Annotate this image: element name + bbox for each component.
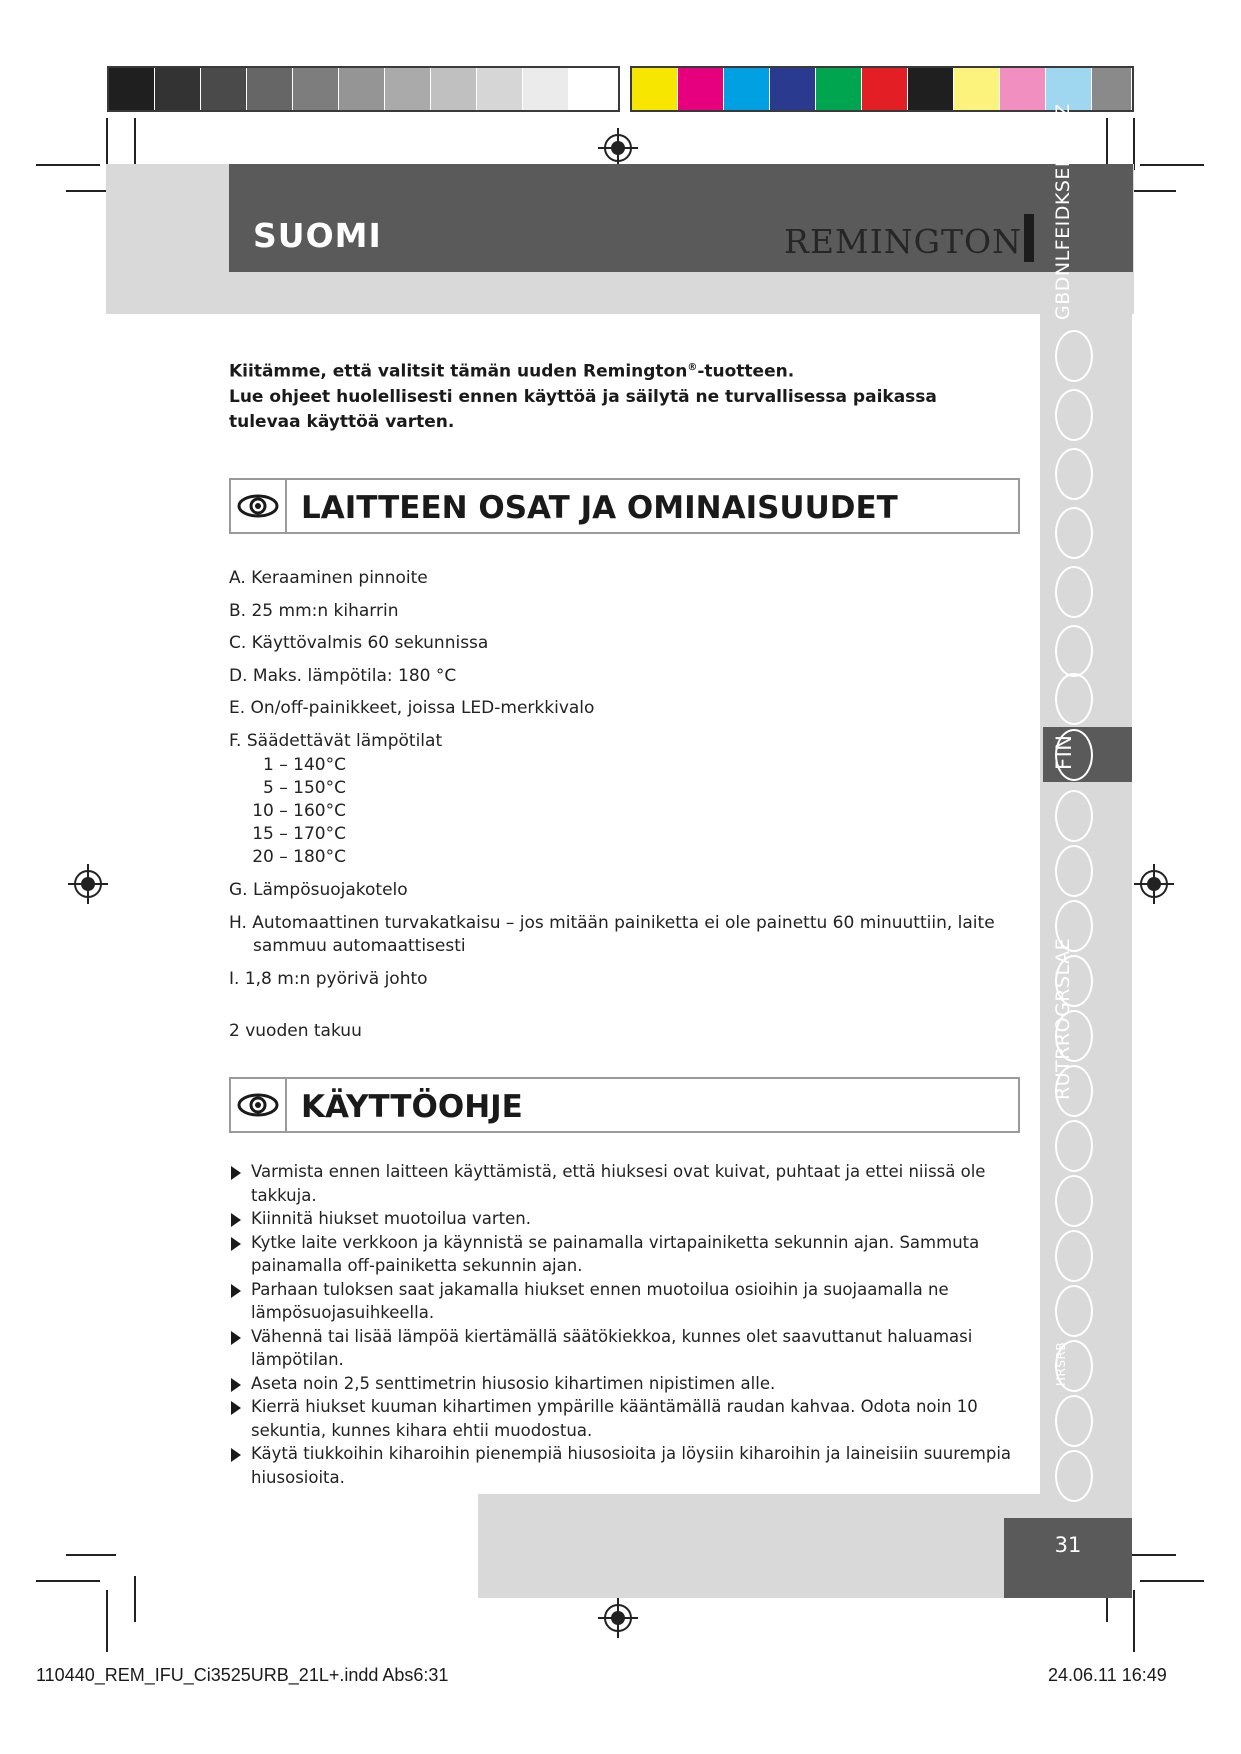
gray-swatch (477, 68, 523, 110)
feature-item: B. 25 mm:n kiharrin (229, 601, 399, 621)
temperature-list (252, 754, 346, 869)
gray-swatch (293, 68, 339, 110)
color-swatch (816, 68, 862, 110)
feature-item: A. Keraaminen pinnoite (229, 568, 428, 588)
temperature-setting: 5 – 150°C (263, 778, 346, 798)
instruction-text: Käytä tiukkoihin kiharoihin pienempiä hiusosioita ja löysiin kiharoihin ja laineisiin suurempia hiusosioita. (251, 1444, 1012, 1487)
page-title: SUOMI (253, 216, 382, 255)
temperature-setting: 10 – 160°C (252, 801, 346, 821)
language-tab-circle (1055, 330, 1093, 382)
bullet-arrow-icon (231, 1213, 241, 1227)
instruction-text: Vähennä tai lisää lämpöä kiertämällä säätökiekkoa, kunnes olet saavuttanut haluamasi lämpötilan. (251, 1326, 973, 1369)
language-tab-circle (1055, 1120, 1093, 1172)
gray-calibration-bar (107, 66, 620, 112)
registered-mark: ® (687, 362, 698, 373)
bullet-arrow-icon (231, 1331, 241, 1345)
color-swatch (678, 68, 724, 110)
instruction-item (229, 1442, 1029, 1489)
instruction-text: Varmista ennen laitteen käyttämistä, että hiuksesi ovat kuivat, puhtaat ja ettei niissä ole takkuja. (251, 1162, 986, 1205)
section-title-features: LAITTEEN OSAT JA OMINAISUUDET (301, 490, 898, 526)
gray-swatch (339, 68, 385, 110)
brand-logo-bar (1024, 214, 1034, 262)
language-tab-circle (1055, 1395, 1093, 1447)
language-tab-circle (1055, 673, 1093, 725)
registration-mark (598, 1598, 638, 1638)
language-tabs-lower: RUTRROGRSLAE (1052, 937, 1074, 1100)
bullet-arrow-icon (231, 1378, 241, 1392)
feature-item: D. Maks. lämpötila: 180 °C (229, 666, 457, 686)
bullet-arrow-icon (231, 1237, 241, 1251)
language-tabs-small: HRSRB (1054, 1341, 1068, 1386)
crop-mark (1133, 118, 1135, 170)
section-header-features (229, 478, 1020, 534)
color-swatch (632, 68, 678, 110)
language-tab-circle (1055, 1175, 1093, 1227)
language-tab-circle (1055, 729, 1093, 781)
color-swatch (862, 68, 908, 110)
instruction-text: Kytke laite verkkoon ja käynnistä se painamalla virtapainiketta sekunnin ajan. Sammuta painamalla off-painiketta sekunnin ajan. (251, 1232, 980, 1275)
eye-icon (231, 1079, 287, 1131)
instruction-text: Kiinnitä hiukset muotoilua varten. (251, 1209, 531, 1228)
crop-mark (106, 1590, 108, 1652)
crop-mark (134, 1576, 136, 1622)
temperature-setting: 20 – 180°C (252, 847, 346, 867)
gray-swatch (201, 68, 247, 110)
color-swatch (954, 68, 1000, 110)
gray-swatch (109, 68, 155, 110)
feature-item: H. Automaattinen turvakatkaisu – jos mitään painiketta ei ole painettu 60 minuuttiin, laite (229, 913, 995, 933)
gray-swatch (247, 68, 293, 110)
gray-swatch (431, 68, 477, 110)
usage-instructions (229, 1160, 1029, 1489)
color-swatch (1092, 68, 1132, 110)
feature-item: E. On/off-painikkeet, joissa LED-merkkivalo (229, 698, 595, 718)
language-tab-circle (1055, 507, 1093, 559)
language-tabs-top: GBDNLFEIDKSEPSKCZ (1052, 103, 1074, 320)
language-tab-circle (1055, 1450, 1093, 1502)
color-swatch (770, 68, 816, 110)
header-bar (229, 164, 1133, 272)
instruction-item (229, 1395, 1029, 1442)
bullet-arrow-icon (231, 1166, 241, 1180)
instruction-item (229, 1231, 1029, 1278)
warranty-text: 2 vuoden takuu (229, 1021, 362, 1041)
instruction-item (229, 1278, 1029, 1325)
eye-icon (231, 480, 287, 532)
crop-mark (36, 164, 100, 166)
feature-item: G. Lämpösuojakotelo (229, 880, 408, 900)
instruction-item (229, 1325, 1029, 1372)
intro-line-2: Lue ohjeet huolellisesti ennen käyttöä ja säilytä ne turvallisessa paikassa tulevaa käyttöä varten. (229, 386, 937, 432)
footer-file-info: 110440_REM_IFU_Ci3525URB_21L+.indd Abs6:31 (36, 1665, 449, 1685)
crop-mark (106, 118, 108, 170)
crop-mark (1133, 1590, 1135, 1652)
language-tab-circle (1055, 566, 1093, 618)
crop-mark (1126, 1554, 1176, 1556)
gray-swatch (523, 68, 569, 110)
registration-mark (1134, 864, 1174, 904)
crop-mark (134, 118, 136, 170)
language-tab-circle (1055, 625, 1093, 677)
intro-text (229, 355, 989, 435)
gray-swatch (385, 68, 431, 110)
section-title-usage: KÄYTTÖOHJE (301, 1089, 523, 1125)
registration-mark (68, 864, 108, 904)
registration-mark (598, 128, 638, 168)
intro-line-1: Kiitämme, että valitsit tämän uuden Remington (229, 361, 688, 382)
language-tab-circle (1055, 1285, 1093, 1337)
intro-line-1-end: -tuotteen. (697, 361, 795, 382)
temperature-setting: 15 – 170°C (252, 824, 346, 844)
crop-mark (66, 1554, 116, 1556)
temperature-setting: 1 – 140°C (263, 755, 346, 775)
instruction-text: Aseta noin 2,5 senttimetrin hiusosio kihartimen nipistimen alle. (251, 1373, 776, 1393)
instruction-item (229, 1160, 1029, 1207)
gray-swatch (569, 68, 618, 110)
language-tab-circle (1055, 845, 1093, 897)
bullet-arrow-icon (231, 1401, 241, 1415)
color-swatch (724, 68, 770, 110)
instruction-text: Kierrä hiukset kuuman kihartimen ympärille kääntämällä raudan kahvaa. Odota noin 10 sekuntia, kunnes kihara ehtii muodostua. (251, 1397, 978, 1440)
language-tab-circle (1055, 389, 1093, 441)
language-tab-circle (1055, 790, 1093, 842)
section-header-usage (229, 1077, 1020, 1133)
language-tab-circle (1055, 1230, 1093, 1282)
language-tab-circle (1055, 448, 1093, 500)
color-swatch (908, 68, 954, 110)
crop-mark (1140, 1580, 1204, 1582)
bullet-arrow-icon (231, 1284, 241, 1298)
color-swatch (1000, 68, 1046, 110)
instruction-item (229, 1207, 1029, 1231)
brand-logo: REMINGTON (784, 222, 1022, 261)
feature-item: F. Säädettävät lämpötilat (229, 731, 443, 751)
gray-swatch (155, 68, 201, 110)
feature-item: C. Käyttövalmis 60 sekunnissa (229, 633, 489, 653)
page-number: 31 (1004, 1518, 1132, 1598)
instruction-item (229, 1372, 1029, 1396)
feature-item-continued: sammuu automaattisesti (253, 936, 466, 956)
language-tab-fin-label: FIN (1052, 734, 1076, 770)
crop-mark (36, 1580, 100, 1582)
crop-mark (1140, 164, 1204, 166)
crop-mark (1106, 118, 1108, 170)
instruction-text: Parhaan tuloksen saat jakamalla hiukset ennen muotoilua osioihin ja suojaamalla ne lämpösuojasuihkeella. (251, 1279, 949, 1322)
bullet-arrow-icon (231, 1448, 241, 1462)
footer-date: 24.06.11 16:49 (1048, 1665, 1167, 1685)
feature-item: I. 1,8 m:n pyörivä johto (229, 969, 428, 989)
